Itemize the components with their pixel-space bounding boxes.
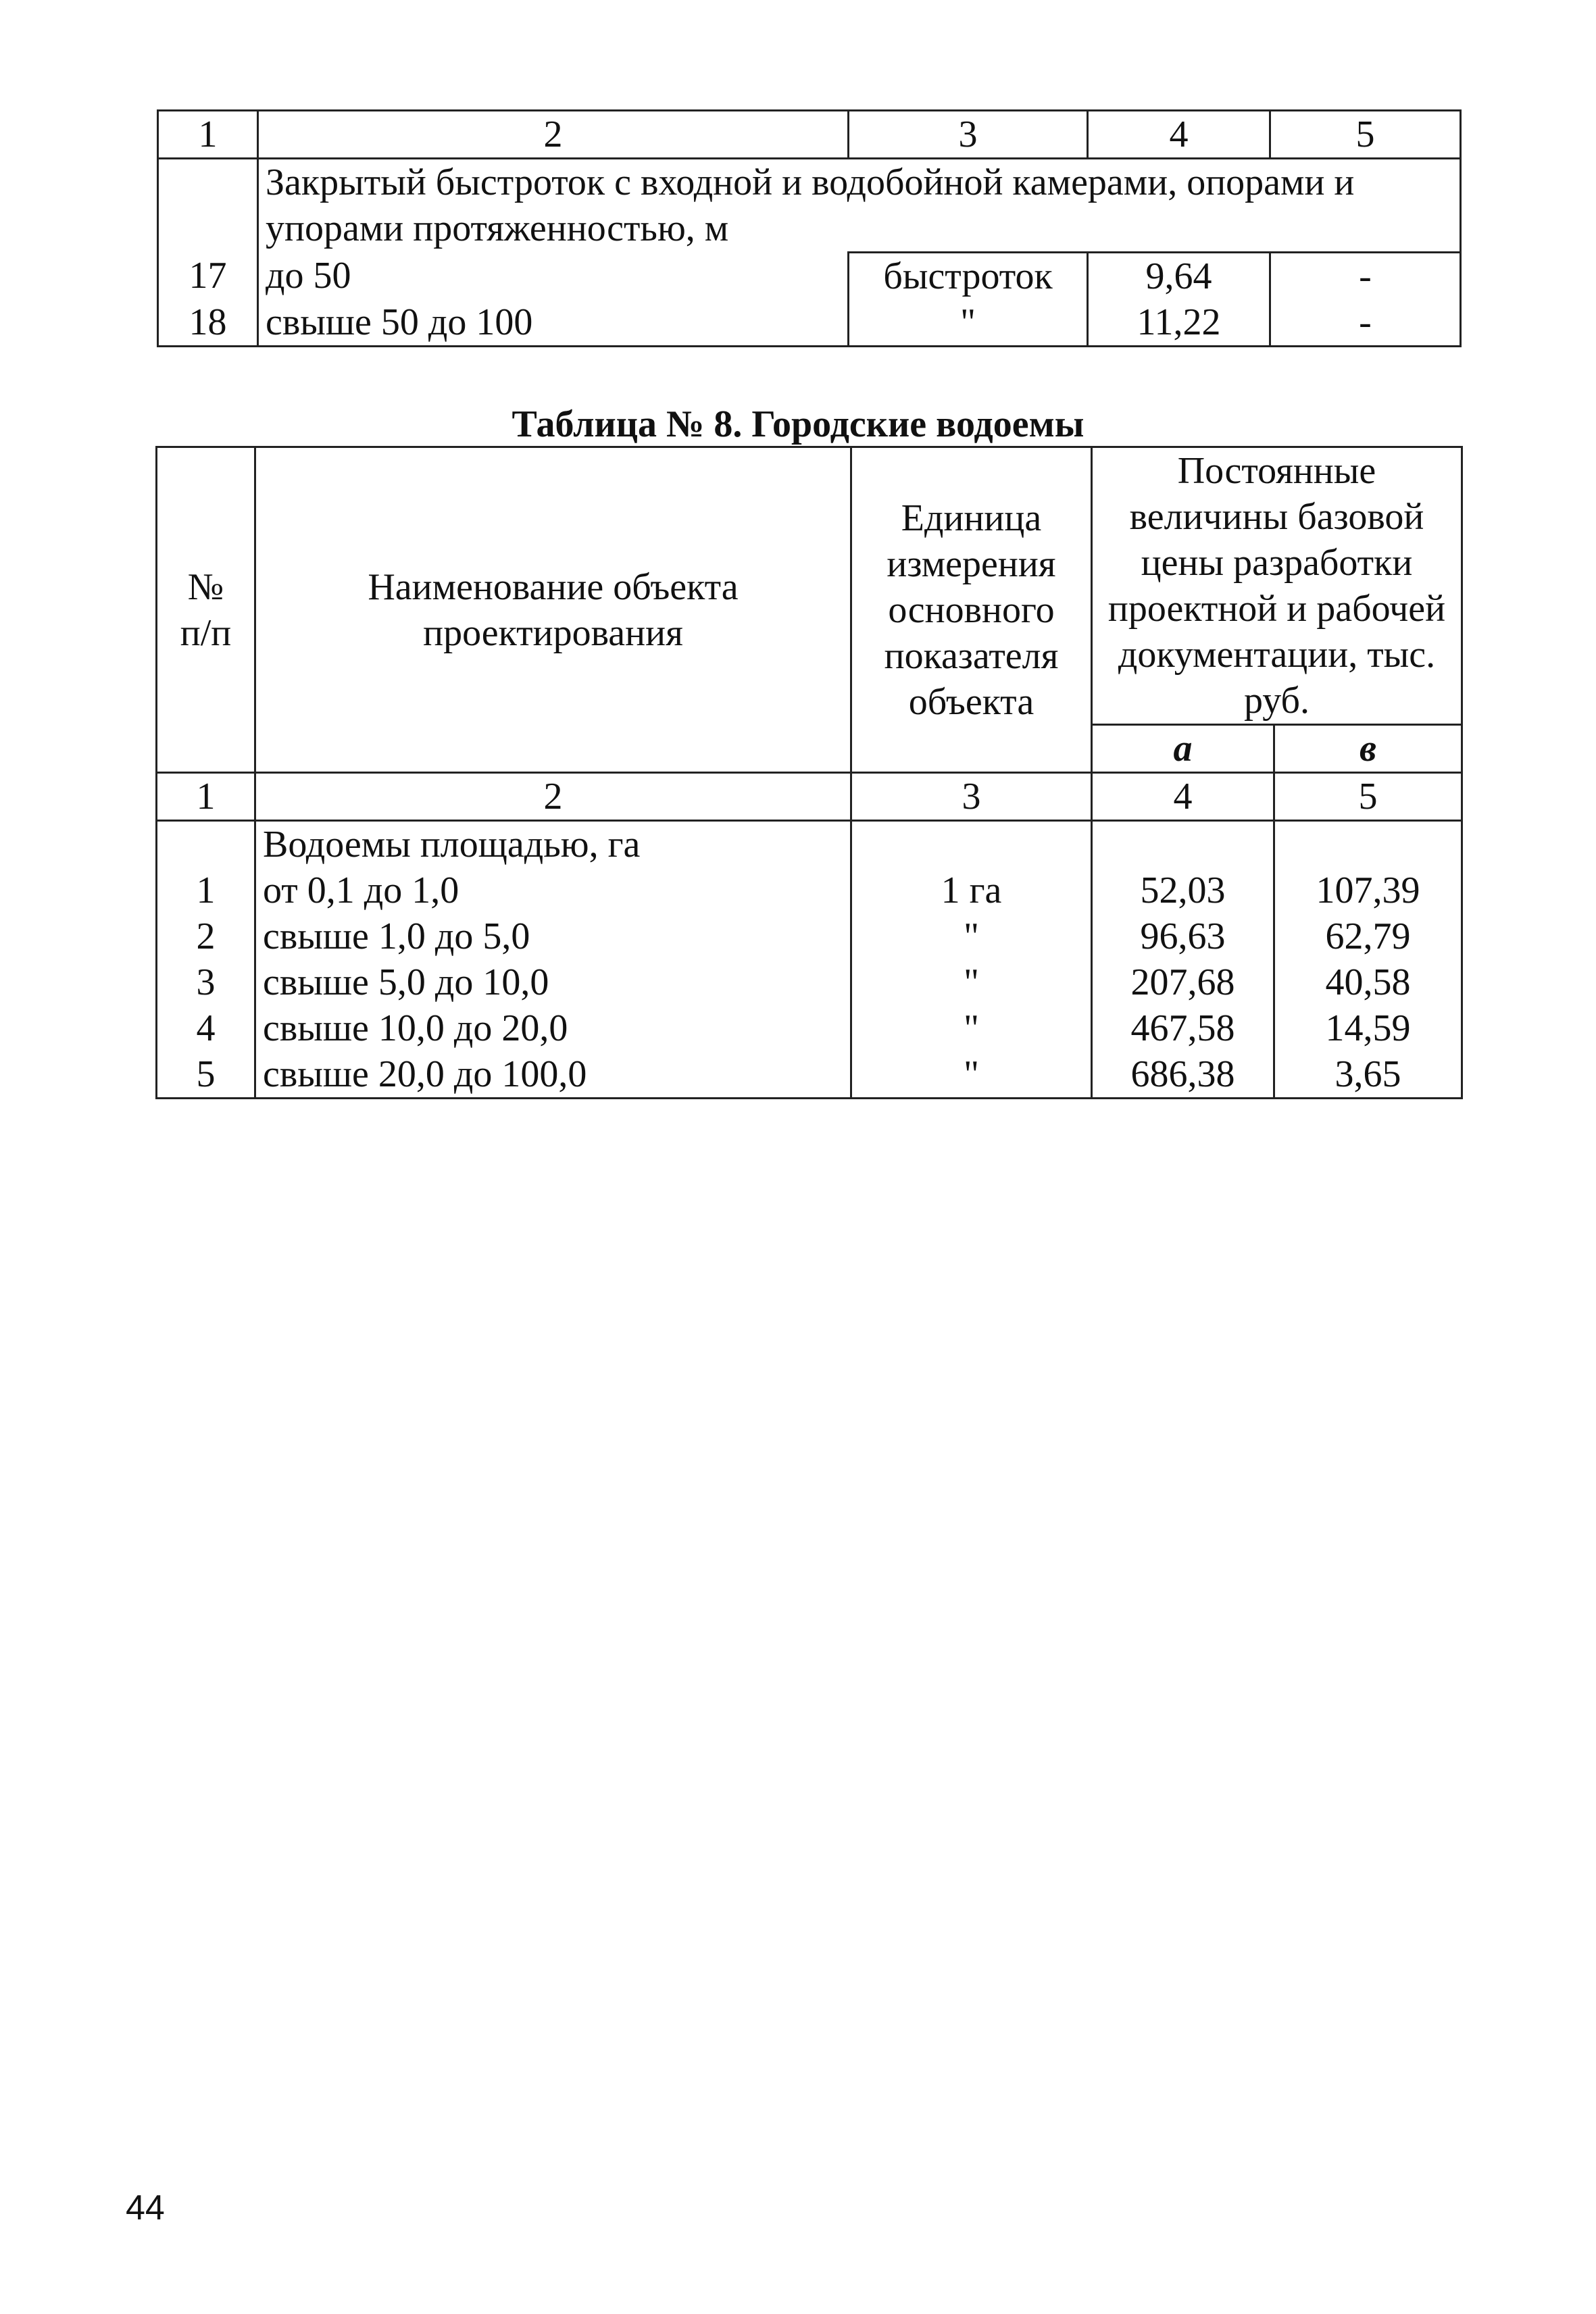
header-row (157, 447, 1462, 725)
table-row (157, 1005, 1462, 1051)
row-number: 3 (157, 959, 255, 1005)
header-name: Наименование объекта проектирования (255, 447, 851, 773)
column-number-row (158, 111, 1461, 159)
empty-cell (851, 821, 1092, 868)
group-title: Водоемы площадью, га (255, 821, 851, 868)
row-number: 4 (157, 1005, 255, 1051)
header-num: № п/п (157, 447, 255, 773)
row-value-b: 40,58 (1274, 959, 1462, 1005)
row-name: свыше 10,0 до 20,0 (255, 1005, 851, 1051)
empty-cell (1274, 821, 1462, 868)
col-number-cell: 5 (1270, 111, 1461, 159)
group-title-row (157, 821, 1462, 868)
row-value-b: 62,79 (1274, 913, 1462, 959)
col-number-cell: 5 (1274, 773, 1462, 821)
row-value-a: 467,58 (1092, 1005, 1274, 1051)
row-value-a: 686,38 (1092, 1051, 1274, 1099)
row-name: свыше 50 до 100 (258, 299, 849, 347)
row-number: 17 (158, 253, 258, 300)
continuation-table (157, 109, 1462, 347)
row-unit: быстроток (849, 253, 1088, 300)
row-name: свыше 20,0 до 100,0 (255, 1051, 851, 1099)
row-unit: " (851, 959, 1092, 1005)
header-sub-a: а (1092, 725, 1274, 773)
table-row (157, 913, 1462, 959)
row-name: свыше 5,0 до 10,0 (255, 959, 851, 1005)
group-title-row (158, 159, 1461, 253)
table-row (157, 959, 1462, 1005)
header-sub-b: в (1274, 725, 1462, 773)
table-row (158, 253, 1461, 300)
col-number-cell: 4 (1092, 773, 1274, 821)
row-value-a: 207,68 (1092, 959, 1274, 1005)
col-number-cell: 3 (851, 773, 1092, 821)
row-name: свыше 1,0 до 5,0 (255, 913, 851, 959)
col-number-cell: 2 (258, 111, 849, 159)
empty-cell (157, 821, 255, 868)
row-unit: " (851, 913, 1092, 959)
table-row (157, 867, 1462, 913)
column-number-row (157, 773, 1462, 821)
row-value-a: 96,63 (1092, 913, 1274, 959)
row-value-b: - (1270, 299, 1461, 347)
empty-cell (158, 159, 258, 253)
row-value-a: 11,22 (1088, 299, 1270, 347)
table-title: Таблица № 8. Городские водоемы (512, 403, 1084, 445)
row-value-b: 14,59 (1274, 1005, 1462, 1051)
page-number: 44 (126, 2188, 165, 2228)
empty-cell (1092, 821, 1274, 868)
row-value-a: 52,03 (1092, 867, 1274, 913)
row-value-a: 9,64 (1088, 253, 1270, 300)
row-name: до 50 (258, 253, 849, 300)
table-row (157, 1051, 1462, 1099)
row-value-b: 3,65 (1274, 1051, 1462, 1099)
col-number-cell: 2 (255, 773, 851, 821)
row-value-b: 107,39 (1274, 867, 1462, 913)
col-number-cell: 3 (849, 111, 1088, 159)
row-unit: " (851, 1005, 1092, 1051)
table-8 (155, 446, 1463, 1099)
row-number: 5 (157, 1051, 255, 1099)
col-number-cell: 4 (1088, 111, 1270, 159)
row-number: 18 (158, 299, 258, 347)
header-price: Постоянные величины базовой цены разработки проектной и рабочей документации, тыс. руб. (1092, 447, 1462, 725)
row-unit: " (849, 299, 1088, 347)
row-name: от 0,1 до 1,0 (255, 867, 851, 913)
col-number-cell: 1 (158, 111, 258, 159)
row-unit: " (851, 1051, 1092, 1099)
row-value-b: - (1270, 253, 1461, 300)
row-number: 1 (157, 867, 255, 913)
row-unit: 1 га (851, 867, 1092, 913)
col-number-cell: 1 (157, 773, 255, 821)
table-row (158, 299, 1461, 347)
row-number: 2 (157, 913, 255, 959)
header-unit: Единица измерения основного показателя объекта (851, 447, 1092, 773)
group-title: Закрытый быстроток с входной и водобойной камерами, опорами и упорами протяженностью, м (258, 159, 1461, 253)
